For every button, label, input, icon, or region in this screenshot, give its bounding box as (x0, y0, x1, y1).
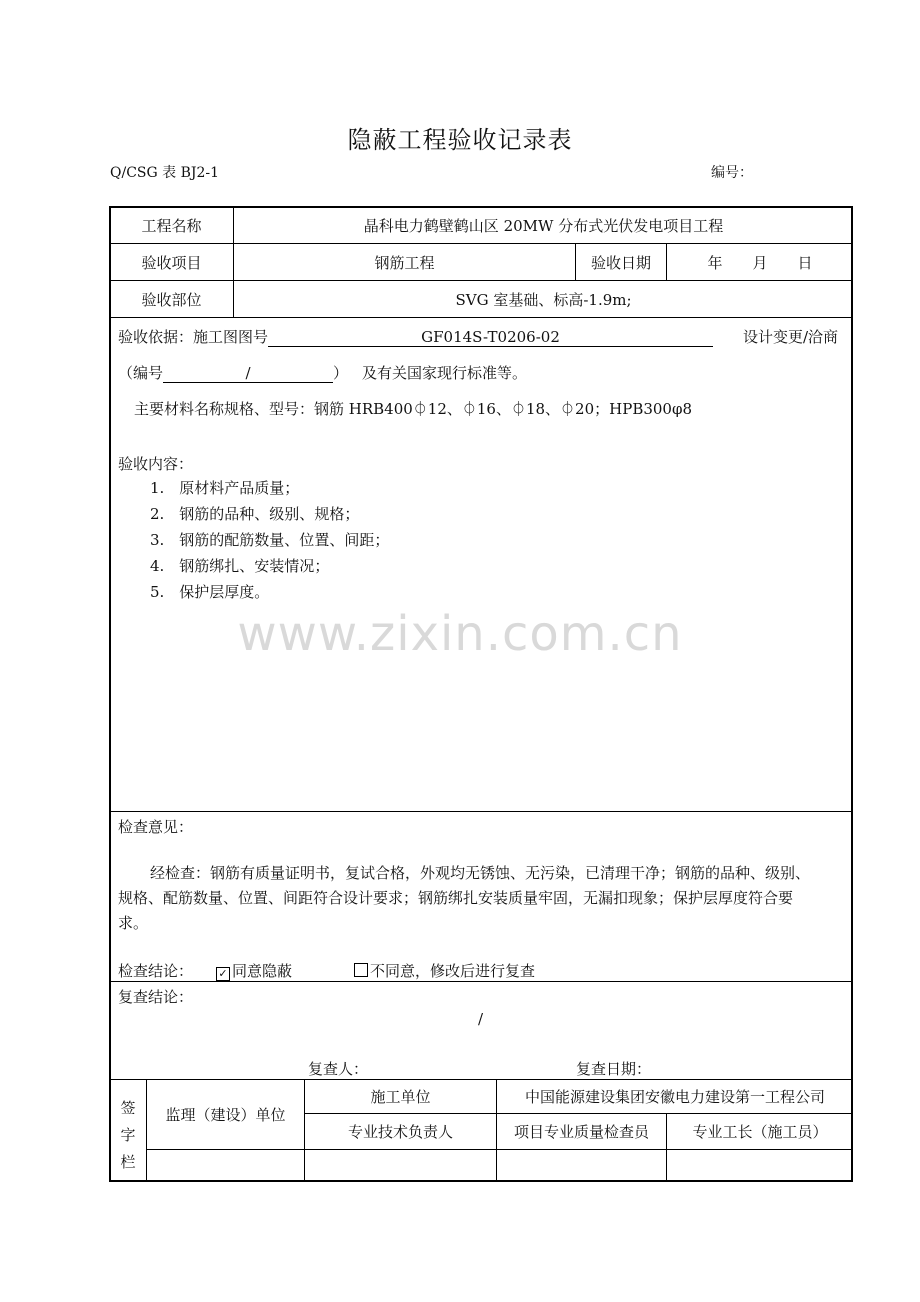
document-title: 隐蔽工程验收记录表 (347, 126, 573, 154)
foreman-signature-field[interactable] (667, 1150, 853, 1181)
signature-side-label (110, 1095, 146, 1176)
disagree-label: 不同意，修改后进行复查 (370, 962, 536, 980)
project-name-label: 工程名称 (141, 216, 202, 235)
side-char: 栏 (120, 1153, 136, 1171)
contractor-name: 中国能源建设集团安徽电力建设第一工程公司 (524, 1088, 825, 1106)
supervisor-signature-field[interactable] (147, 1150, 304, 1181)
basis-line (118, 326, 713, 347)
row-divider (110, 981, 853, 982)
standards-text: 及有关国家现行标准等。 (362, 364, 528, 382)
row-divider (110, 811, 853, 812)
content-label: 验收内容： (118, 455, 194, 473)
inspection-date-value: 年 月 日 (707, 253, 813, 272)
standard-number: Q/CSG 表 BJ2-1 (110, 165, 220, 181)
opinion-line-1: 经检查：钢筋有质量证明书，复试合格，外观均无锈蚀、无污染，已清理干净；钢筋的品种、级别、 (150, 864, 811, 882)
tech-lead-label: 专业技术负责人 (347, 1123, 453, 1141)
change-number-close: ） (333, 364, 349, 382)
side-char: 签 (120, 1099, 136, 1117)
row-divider (110, 317, 853, 318)
list-item: 5. 保护层厚度。 (150, 583, 270, 601)
change-number-open: （编号 (118, 364, 164, 382)
list-item: 4. 钢筋绑扎、安装情况； (150, 557, 330, 575)
recheck-person-label: 复查人： (308, 1060, 369, 1078)
inspection-item-label: 验收项目 (141, 253, 202, 272)
opinion-line-3: 求。 (118, 914, 149, 932)
conclusion-label: 检查结论： (118, 962, 194, 980)
inspection-part-label: 验收部位 (141, 290, 202, 309)
design-change-label: 设计变更/洽商 (743, 328, 839, 346)
disagree-option[interactable] (354, 960, 535, 981)
serial-label: 编号： (711, 165, 753, 181)
change-number-line (118, 362, 348, 383)
drawing-number: GF014S-T0206-02 (268, 328, 713, 347)
list-item: 2. 钢筋的品种、级别、规格； (150, 505, 360, 523)
inspection-date-label: 验收日期 (590, 253, 651, 272)
basis-label: 验收依据：施工图图号 (118, 328, 269, 346)
supervisor-unit-label: 监理（建设）单位 (165, 1106, 286, 1124)
side-char: 字 (120, 1126, 136, 1144)
content-list (150, 475, 389, 605)
tech-lead-signature-field[interactable] (305, 1150, 496, 1181)
inspection-item-value: 钢筋工程 (374, 253, 435, 272)
opinion-line-2: 规格、配筋数量、位置、间距符合设计要求；钢筋绑扎安装质量牢固，无漏扣现象；保护层厚度符合要 (118, 889, 794, 907)
contractor-label: 施工单位 (370, 1088, 431, 1106)
agree-checkbox[interactable]: ✓ (216, 967, 230, 981)
list-item: 3. 钢筋的配筋数量、位置、间距； (150, 531, 390, 549)
quality-inspector-signature-field[interactable] (497, 1150, 666, 1181)
record-table (109, 206, 853, 1182)
quality-inspector-label: 项目专业质量检查员 (513, 1123, 649, 1141)
materials-text: 主要材料名称规格、型号：钢筋 HRB400⏀12、⏀16、⏀18、⏀20；HPB300φ8 (134, 400, 693, 418)
recheck-label: 复查结论： (118, 988, 194, 1006)
disagree-checkbox[interactable] (354, 963, 368, 977)
opinion-label: 检查意见： (118, 818, 194, 836)
recheck-value: / (478, 1010, 484, 1028)
agree-label: 同意隐蔽 (232, 962, 293, 980)
list-item: 1. 原材料产品质量； (150, 479, 300, 497)
agree-option[interactable] (216, 960, 292, 981)
inspection-part-value: SVG 室基础、标高-1.9m; (455, 290, 632, 309)
serial-number (711, 162, 757, 182)
watermark: www.zixin.com.cn (237, 606, 683, 662)
project-name-value: 晶科电力鹤壁鹤山区 20MW 分布式光伏发电项目工程 (363, 216, 724, 235)
foreman-label: 专业工长（施工员） (692, 1123, 828, 1141)
change-number-value: / (163, 364, 333, 383)
recheck-date-label: 复查日期： (576, 1060, 652, 1078)
